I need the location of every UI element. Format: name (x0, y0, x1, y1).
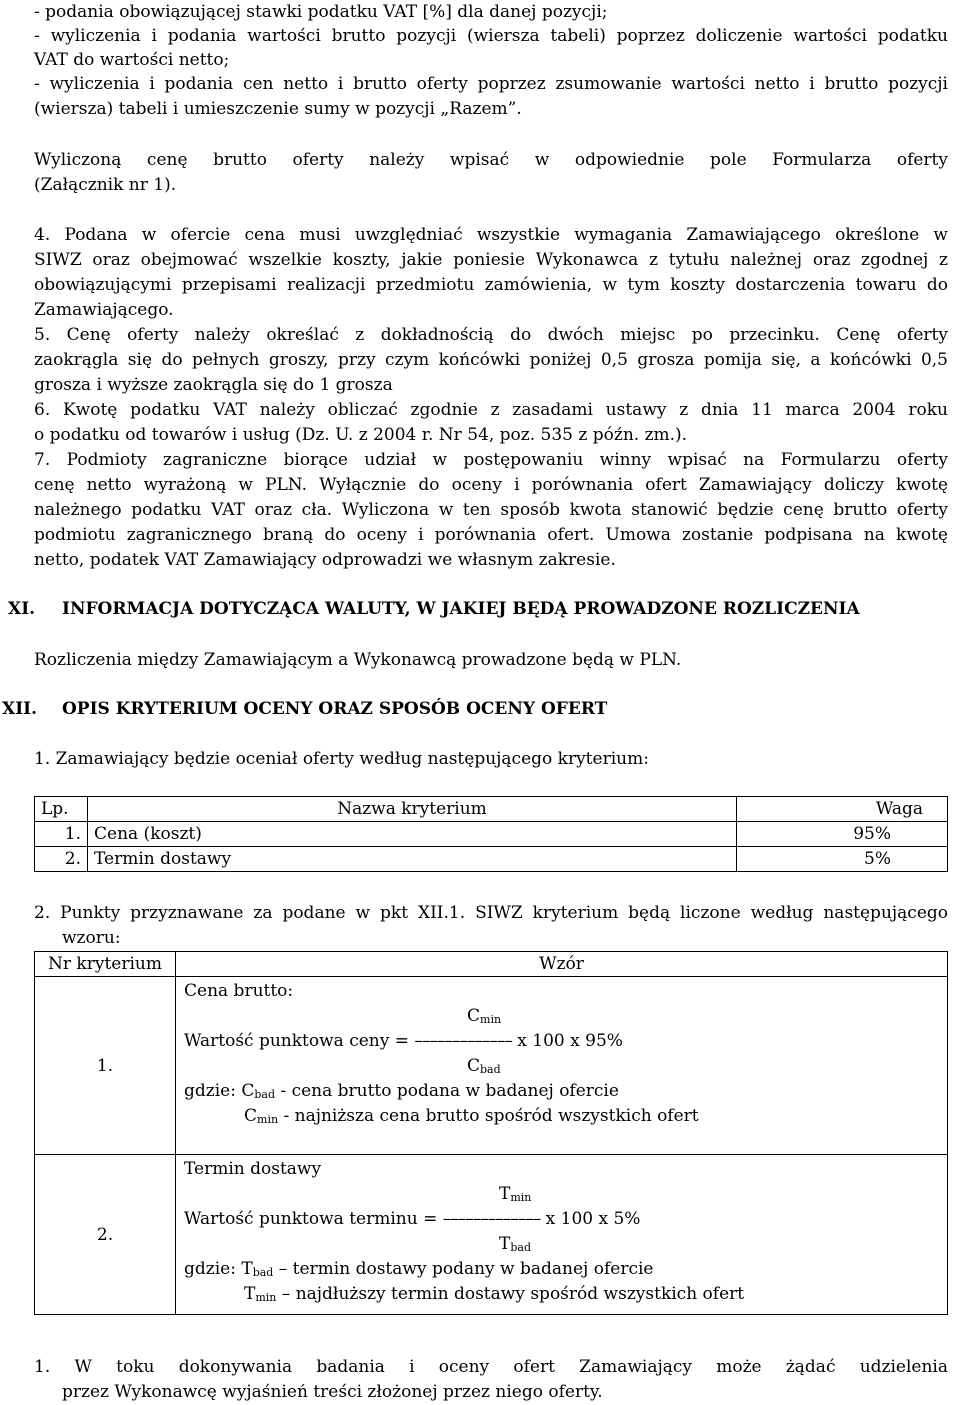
paragraph-line: Zamawiającego. (34, 300, 174, 320)
paragraph-line: 6. Kwotę podatku VAT należy obliczać zgodnie z zasadami ustawy z dnia 11 marca 2004 roku (34, 400, 948, 420)
table-header-cell: Nazwa kryterium (88, 797, 737, 822)
paragraph-line: 7. Podmioty zagraniczne biorące udział w postępowaniu winny wpisać na Formularzu oferty (34, 450, 948, 470)
table-header-cell: Nr kryterium (35, 952, 176, 977)
table-cell: Termin dostawy (88, 847, 737, 872)
paragraph-line: o podatku od towarów i usług (Dz. U. z 2004 r. Nr 54, poz. 535 z późn. zm.). (34, 425, 688, 445)
paragraph-line: cenę netto wyrażoną w PLN. Wyłącznie do oceny i porównania ofert Zamawiający doliczy kwotę (34, 475, 948, 495)
formula-legend: gdzie: $T_{bad}$ – termin dostawy podany w badanej ofercie (184, 1259, 654, 1279)
section-title: INFORMACJA DOTYCZĄCA WALUTY, W JAKIEJ BĘDĄ PROWADZONE ROZLICZENIA (62, 599, 860, 619)
paragraph-line: grosza i wyższe zaokrągla się do 1 grosza (34, 375, 393, 395)
formula-title: Cena brutto: (184, 981, 294, 1001)
table-cell: 1. (35, 822, 88, 847)
formula-cell (176, 1155, 948, 1315)
table-cell: 5% (737, 847, 948, 872)
formula-legend: $C_{min}$ - najniższa cena brutto spośród wszystkich ofert (244, 1106, 699, 1126)
table-row (35, 977, 948, 1155)
table-cell: 2. (35, 1155, 176, 1315)
list-item: 1. Zamawiający będzie oceniał oferty według następującego kryterium: (34, 749, 649, 769)
table-header-row (35, 952, 948, 977)
paragraph-line: zaokrągla się do pełnych groszy, przy czym końcówki poniżej 0,5 grosza pomija się, a końcówki 0,5 (34, 350, 948, 370)
list-item: 2. Punkty przyznawane za podane w pkt XII.1. SIWZ kryterium będą liczone według następującego (34, 903, 948, 923)
list-item: 1. W toku dokonywania badania i oceny ofert Zamawiający może żądać udzielenia (34, 1357, 948, 1377)
table-row (35, 822, 948, 847)
table-header-cell: Waga (737, 797, 948, 822)
formula-table (34, 951, 948, 1315)
formula-cell (176, 977, 948, 1155)
paragraph-line: (Załącznik nr 1). (34, 175, 177, 195)
table-row (35, 1155, 948, 1315)
table-cell: 95% (737, 822, 948, 847)
paragraph-line: 4. Podana w ofercie cena musi uwzględniać wszystkie wymagania Zamawiającego określone w (34, 225, 948, 245)
formula-denominator: $T_{bad}$ (499, 1234, 531, 1254)
table-cell: 1. (35, 977, 176, 1155)
paragraph-line: Wyliczoną cenę brutto oferty należy wpisać w odpowiednie pole Formularza oferty (34, 150, 948, 170)
section-title: OPIS KRYTERIUM OCENY ORAZ SPOSÓB OCENY OFERT (62, 699, 608, 719)
list-line: - wyliczenia i podania cen netto i brutto oferty poprzez zsumowanie wartości netto i brutto pozycji (34, 74, 948, 94)
paragraph-line: 5. Cenę oferty należy określać z dokładnością do dwóch miejsc po przecinku. Cenę oferty (34, 325, 948, 345)
formula-denominator: $C_{bad}$ (467, 1056, 501, 1076)
list-item: wzoru: (62, 928, 121, 948)
list-line: VAT do wartości netto; (34, 50, 230, 70)
formula-equation: Wartość punktowa terminu = ––––––––––––– x 100 x 5% (184, 1209, 641, 1229)
list-item: przez Wykonawcę wyjaśnień treści złożonej przez niego oferty. (62, 1382, 603, 1402)
table-cell: Cena (koszt) (88, 822, 737, 847)
formula-equation: Wartość punktowa ceny = ––––––––––––– x 100 x 95% (184, 1031, 623, 1051)
table-header-cell: Lp. (35, 797, 88, 822)
table-header-cell: Wzór (176, 952, 948, 977)
criteria-table (34, 796, 948, 872)
paragraph-line: SIWZ oraz obejmować wszelkie koszty, jakie poniesie Wykonawca z tytułu należnej oraz zgodnej z (34, 250, 948, 270)
section-number: XI. (8, 599, 36, 619)
paragraph-line: należnego podatku VAT oraz cła. Wyliczona w ten sposób kwota stanowić będzie cenę brutto oferty (34, 500, 948, 520)
list-line: - wyliczenia i podania wartości brutto pozycji (wiersza tabeli) poprzez doliczenie wartości podatku (34, 26, 948, 46)
table-cell: 2. (35, 847, 88, 872)
paragraph-line: obowiązującymi przepisami realizacji przedmiotu zamówienia, w tym koszty dostarczenia towaru do (34, 275, 948, 295)
formula-numerator: $C_{min}$ (467, 1006, 502, 1026)
paragraph-line: podmiotu zagranicznego braną do oceny i porównania ofert. Umowa zostanie podpisana na kwotę (34, 525, 948, 545)
formula-numerator: $T_{min}$ (499, 1184, 532, 1204)
formula-title: Termin dostawy (184, 1159, 322, 1179)
paragraph-line: netto, podatek VAT Zamawiający odprowadzi we własnym zakresie. (34, 550, 616, 570)
table-row (35, 847, 948, 872)
formula-legend: $T_{min}$ – najdłuższy termin dostawy spośród wszystkich ofert (244, 1284, 745, 1304)
list-line: - podania obowiązującej stawki podatku VAT [%] dla danej pozycji; (34, 2, 608, 22)
table-header-row (35, 797, 948, 822)
section-number: XII. (2, 699, 38, 719)
section-text: Rozliczenia między Zamawiającym a Wykonawcą prowadzone będą w PLN. (34, 650, 682, 670)
formula-legend: gdzie: $C_{bad}$ - cena brutto podana w badanej ofercie (184, 1081, 619, 1101)
list-line: (wiersza) tabeli i umieszczenie sumy w pozycji „Razem”. (34, 99, 522, 119)
